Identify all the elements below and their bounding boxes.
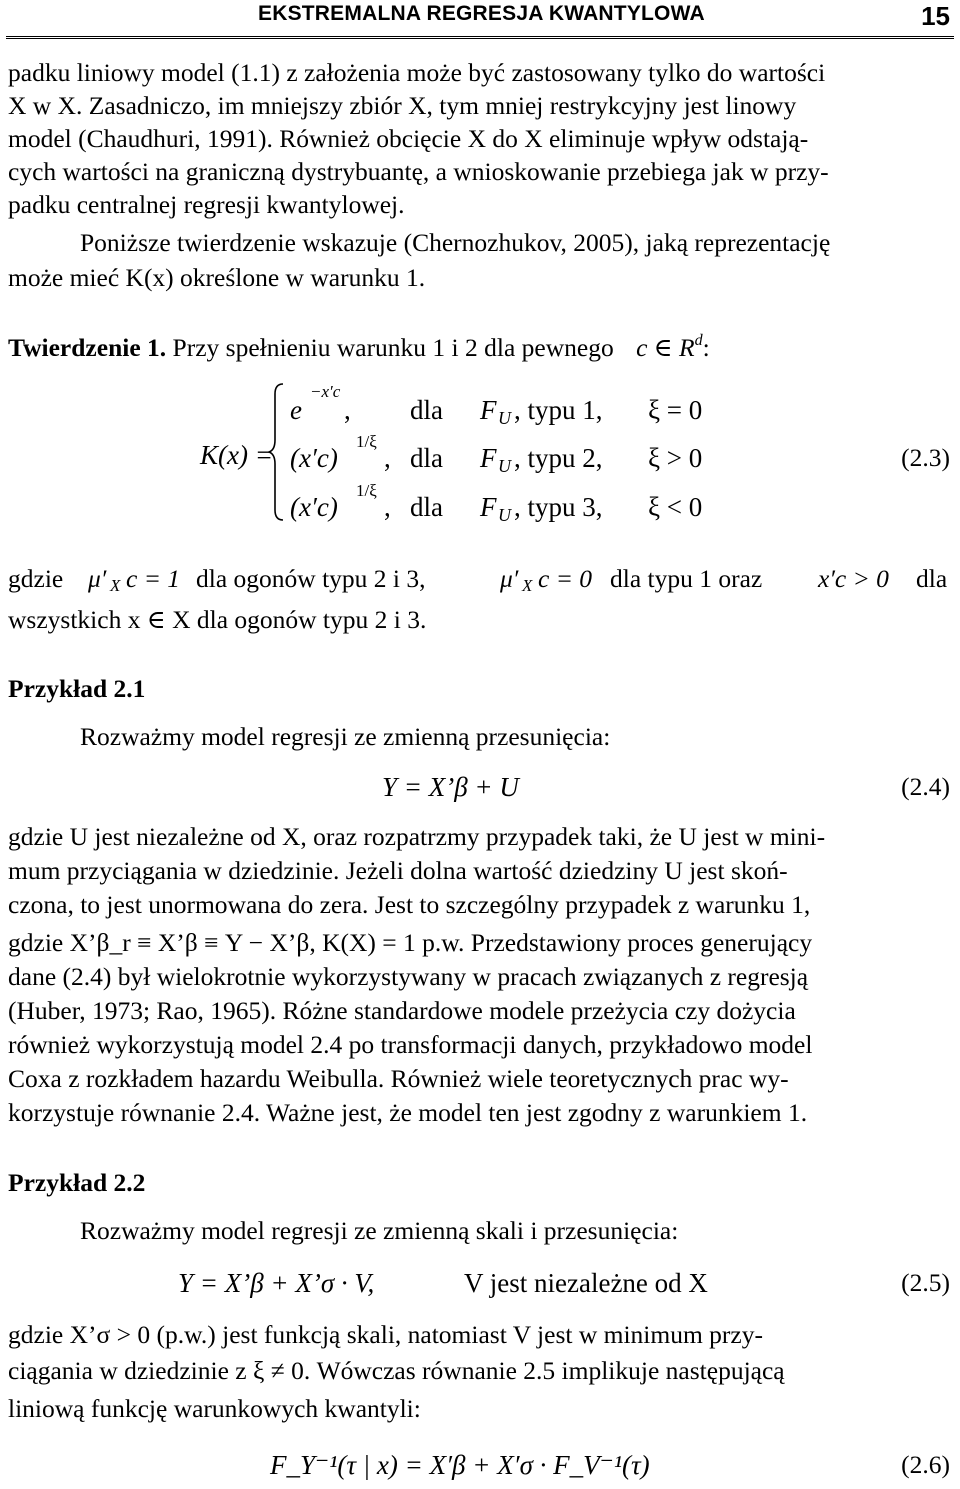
eq23-row3-xi: ξ < 0 <box>648 492 703 522</box>
example-heading: Przykład 2.2 <box>8 1168 146 1197</box>
text-line: korzystuje równanie 2.4. Ważne jest, że model ten jest zgodny z warunkiem 1. <box>8 1098 808 1127</box>
text-line: czona, to jest unormowana do zera. Jest to szczególny przypadek z warunku 1, <box>8 890 811 919</box>
eq23-row3-expr: (x′c) <box>290 492 338 522</box>
text-line: mum przyciągania w dziedzinie. Jeżeli dolna wartość dziedziny U jest skoń- <box>8 856 788 885</box>
equation-2-5-note: V jest niezależne od X <box>464 1268 708 1298</box>
eq23-row2-expr: (x′c) <box>290 443 338 473</box>
text-line: Poniższe twierdzenie wskazuje (Chernozhukov, 2005), jaką reprezentację <box>80 228 831 257</box>
eq23-row3-exp: 1/ξ <box>356 481 377 500</box>
eq23-row1-xi: ξ = 0 <box>648 395 703 425</box>
equation-2-6: F_Y⁻¹(τ | x) = X′β + X′σ · F_V⁻¹(τ) <box>270 1450 650 1480</box>
eq23-row3-sub: U <box>498 505 511 525</box>
left-brace <box>268 382 284 522</box>
text-line: może mieć K(x) określone w warunku 1. <box>8 263 426 292</box>
xc-condition: x′c > 0 <box>818 564 889 593</box>
eq23-row2-sub: U <box>498 456 511 476</box>
equation-2-5: Y = X’β + X’σ · V, <box>178 1268 375 1298</box>
theorem-colon: : <box>702 333 710 362</box>
page-number: 15 <box>921 1 950 31</box>
eq23-row1-F: F <box>480 395 497 425</box>
mu-sub: X <box>110 576 121 595</box>
text-line: gdzie U jest niezależne od X, oraz rozpatrzmy przypadek taki, że U jest w mini- <box>8 822 826 851</box>
text-line: wszystkich x ∈ X dla ogonów typu 2 i 3. <box>8 605 427 634</box>
eq23-row2-exp: 1/ξ <box>356 432 377 451</box>
header-rule <box>6 36 954 39</box>
text-gdzie: gdzie <box>8 564 64 593</box>
text-line: Coxa z rozkładem hazardu Weibulla. Również wiele teoretycznych prac wy- <box>8 1064 789 1093</box>
mu-symbol: μ′ <box>500 564 519 593</box>
example-intro: Rozważmy model regresji ze zmienną skali i przesunięcia: <box>80 1216 679 1245</box>
text-line: gdzie X’β_r ≡ X’β ≡ Y − X’β, K(X) = 1 p.w. Przedstawiony proces generujący <box>8 928 813 957</box>
theorem-label: Twierdzenie 1. <box>8 333 167 362</box>
equation-number: (2.6) <box>901 1450 950 1479</box>
eq23-lhs: K(x) = <box>200 440 273 470</box>
example-heading: Przykład 2.1 <box>8 674 146 703</box>
text-line: X w X. Zasadniczo, im mniejszy zbiór X, tym mniej restrykcyjny jest linowy <box>8 91 797 120</box>
eq23-row2-type: , typu 2, <box>514 443 603 473</box>
eq23-row1-type: , typu 1, <box>514 395 603 425</box>
theorem-line <box>8 332 710 363</box>
eq23-row3-comma: , <box>384 492 391 522</box>
text-line: model (Chaudhuri, 1991). Również obcięcie X do X eliminuje wpływ odstają- <box>8 124 809 153</box>
eq23-row1-dla: dla <box>410 395 443 425</box>
text-line: liniową funkcję warunkowych kwantyli: <box>8 1394 421 1423</box>
text-line: (Huber, 1973; Rao, 1965). Różne standardowe modele przeżycia czy dożycia <box>8 996 796 1025</box>
text-line: padku liniowy model (1.1) z założenia może być zastosowany tylko do wartości <box>8 58 826 87</box>
text-segment: dla typu 1 oraz <box>610 564 763 593</box>
equation-number: (2.3) <box>901 443 950 472</box>
mu-rest: c = 0 <box>538 564 593 593</box>
text-line: padku centralnej regresji kwantylowej. <box>8 190 405 219</box>
eq23-row1-comma: , <box>344 395 351 425</box>
text-line: gdzie X’σ > 0 (p.w.) jest funkcją skali, natomiast V jest w minimum przy- <box>8 1320 763 1349</box>
eq23-row1-exp: −x′c <box>310 382 341 401</box>
eq23-row2-F: F <box>480 443 497 473</box>
text-segment: dla ogonów typu 2 i 3, <box>196 564 426 593</box>
text-line: dane (2.4) był wielokrotnie wykorzystywany w pracach związanych z regresją <box>8 962 809 991</box>
text-line: ciągania w dziedzinie z ξ ≠ 0. Wówczas równanie 2.5 implikuje następującą <box>8 1356 785 1385</box>
eq23-row1-expr: e <box>290 395 302 425</box>
theorem-math: c ∈ R <box>636 333 695 362</box>
eq23-row2-dla: dla <box>410 443 443 473</box>
equation-number: (2.5) <box>901 1268 950 1297</box>
eq23-row1-sub: U <box>498 408 511 428</box>
eq23-row2-xi: ξ > 0 <box>648 443 703 473</box>
equation-number: (2.4) <box>901 772 950 801</box>
mu-rest: c = 1 <box>126 564 181 593</box>
example-intro: Rozważmy model regresji ze zmienną przesunięcia: <box>80 722 611 751</box>
equation-2-4: Y = X’β + U <box>382 772 519 802</box>
text-line: również wykorzystują model 2.4 po transformacji danych, przykładowo model <box>8 1030 813 1059</box>
text-line: cych wartości na graniczną dystrybuantę, a wnioskowanie przebiega jak w przy- <box>8 157 829 186</box>
theorem-sup: d <box>694 332 703 349</box>
eq23-row3-dla: dla <box>410 492 443 522</box>
running-header <box>0 0 960 44</box>
eq23-row3-type: , typu 3, <box>514 492 603 522</box>
eq23-row2-comma: , <box>384 443 391 473</box>
running-title: EKSTREMALNA REGRESJA KWANTYLOWA <box>258 2 705 25</box>
mu-sub: X <box>522 576 533 595</box>
theorem-text: Przy spełnieniu warunku 1 i 2 dla pewnego <box>172 333 614 362</box>
text-segment: dla <box>916 564 948 593</box>
eq23-row3-F: F <box>480 492 497 522</box>
mu-symbol: μ′ <box>88 564 107 593</box>
